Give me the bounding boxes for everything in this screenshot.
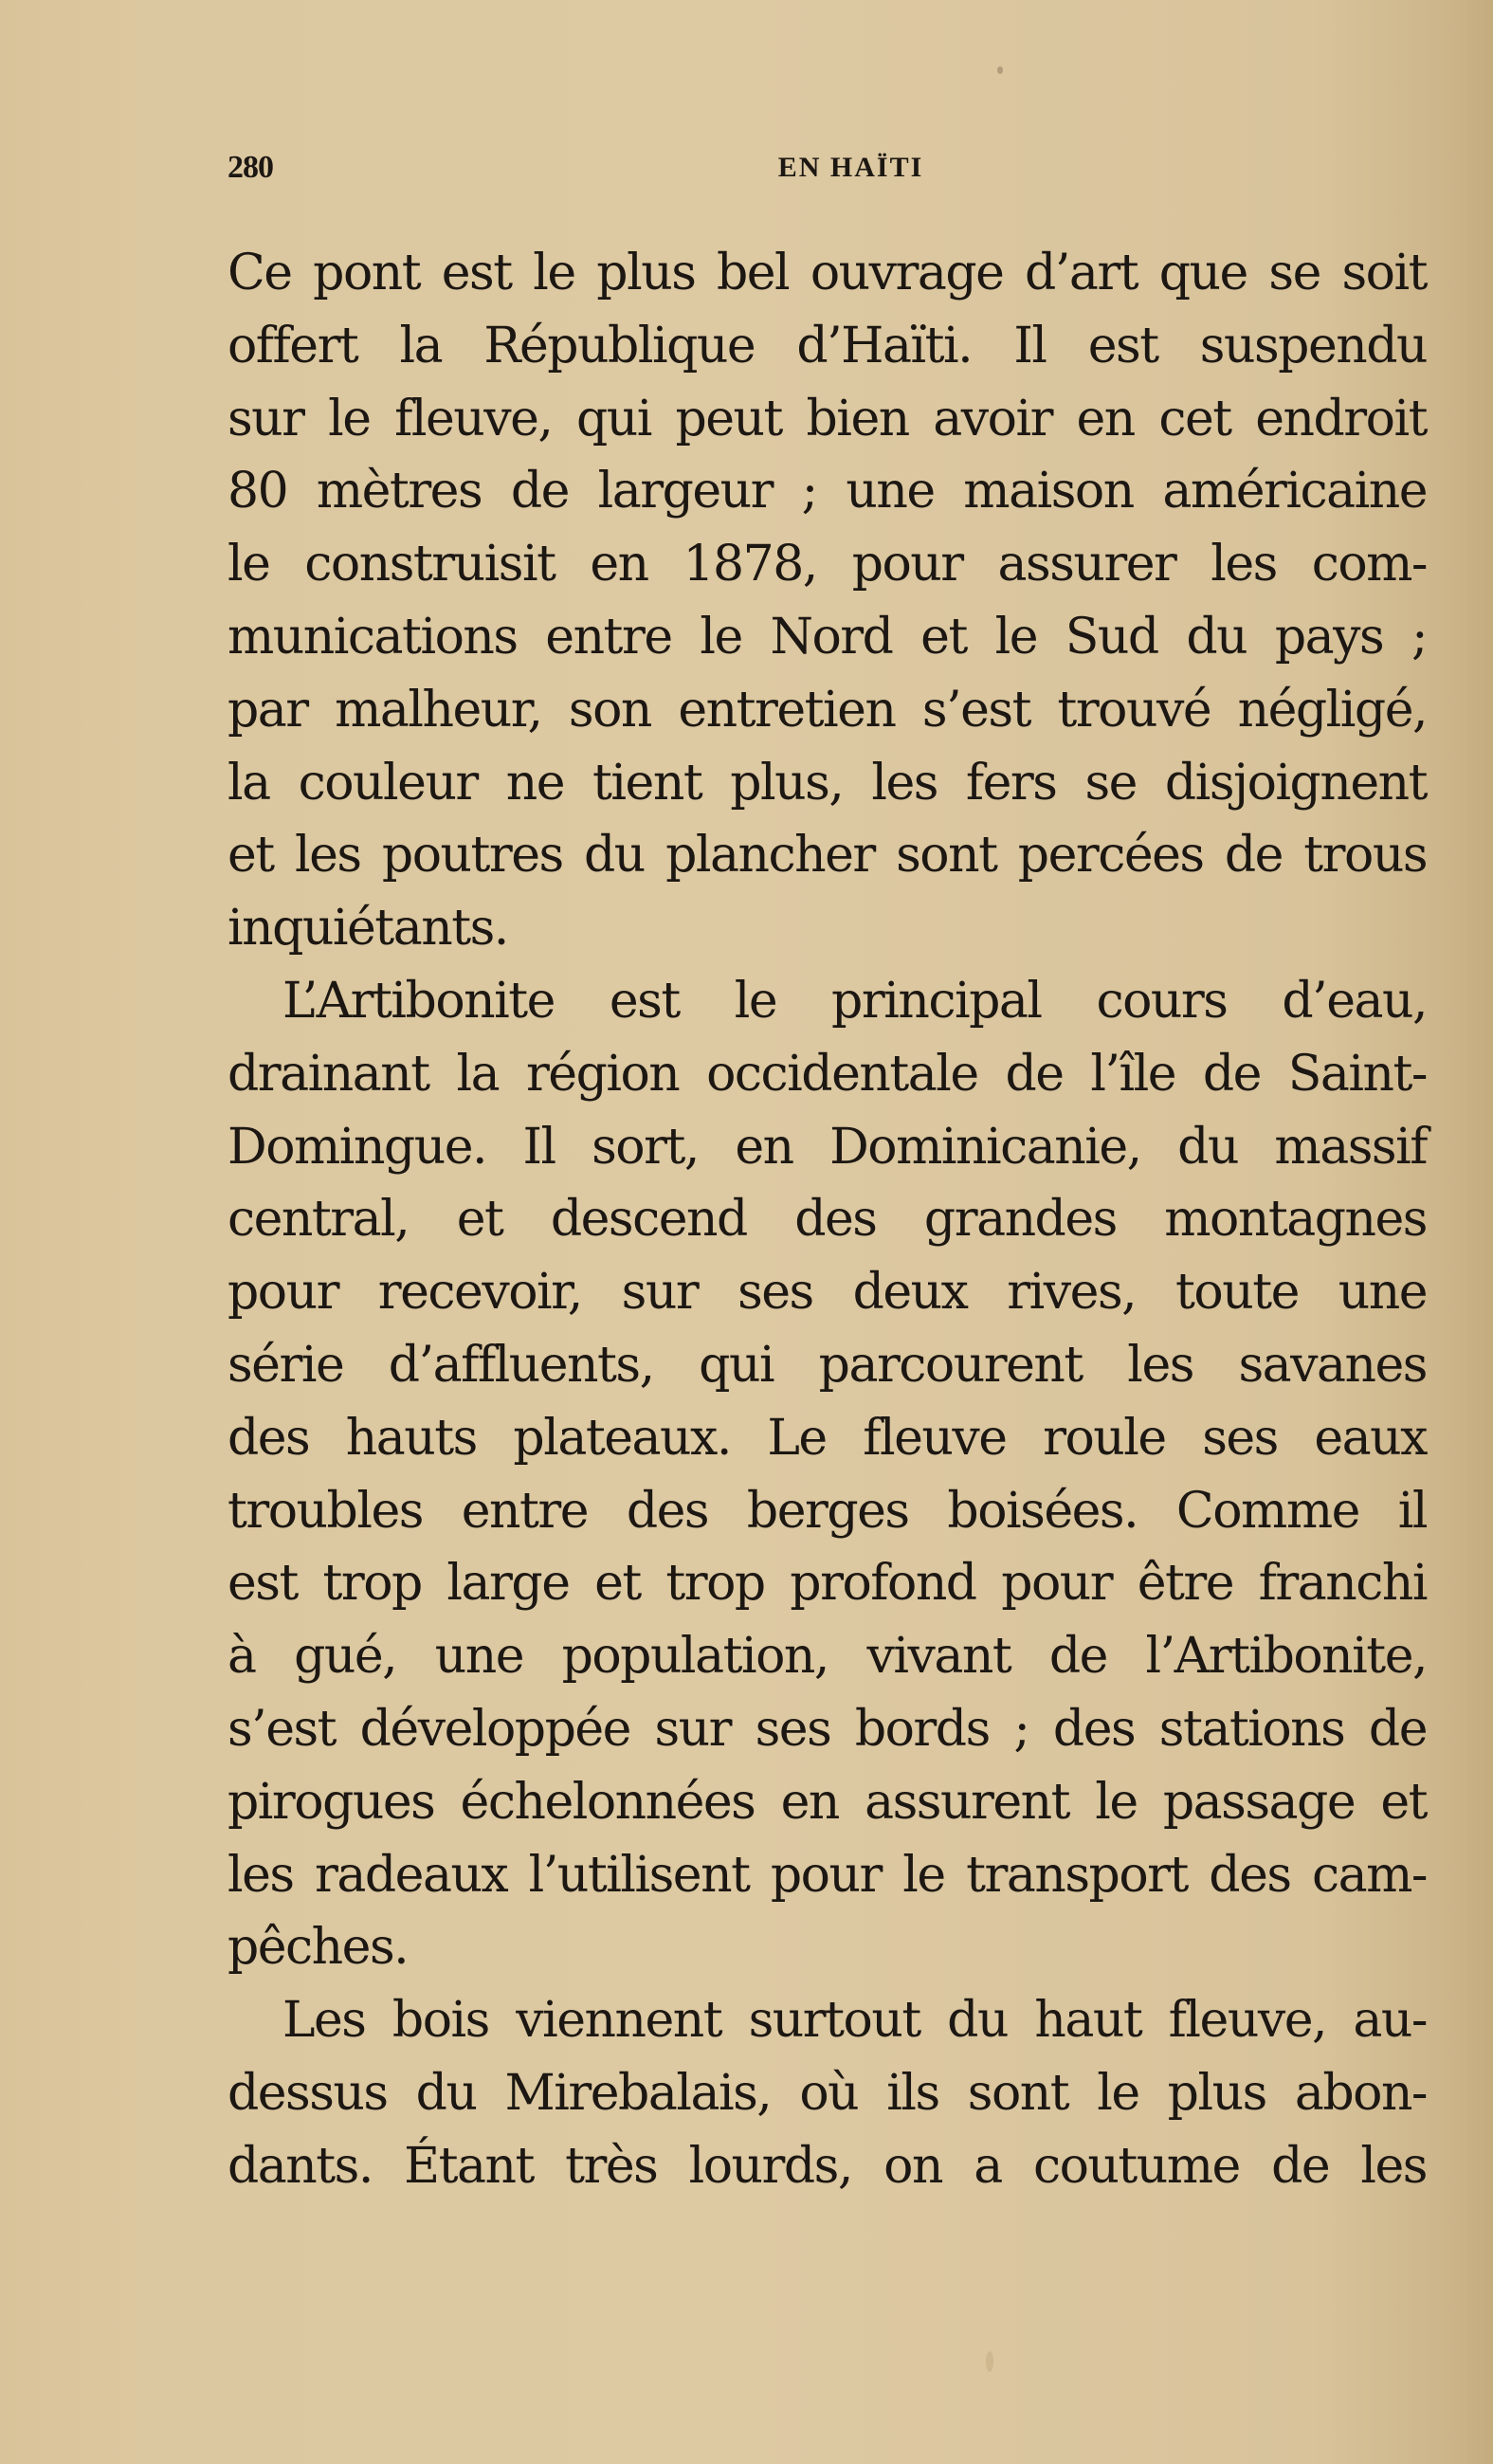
text-line: et les poutres du plancher sont percées de trous <box>228 827 1427 885</box>
paragraph-2 <box>228 965 1427 1984</box>
text-line: 80 mètres de largeur ; une maison américaine <box>228 463 1427 520</box>
text-line: des hauts plateaux. Le fleuve roule ses eaux <box>228 1409 1427 1467</box>
paragraph-1 <box>228 237 1427 965</box>
text-line: Les bois viennent surtout du haut fleuve, au- <box>282 1992 1427 2050</box>
text-line: est trop large et trop profond pour être franchi <box>228 1555 1427 1613</box>
text-line: pirogues échelonnées en assurent le passage et <box>228 1773 1427 1831</box>
text-line: L’Artibonite est le principal cours d’eau, <box>282 972 1427 1030</box>
text-line: la couleur ne tient plus, les fers se disjoignent <box>228 754 1427 812</box>
text-line: dessus du Mirebalais, où ils sont le plus abon- <box>228 2064 1427 2122</box>
text-line: Ce pont est le plus bel ouvrage d’art que se soit <box>228 245 1427 301</box>
paragraph-3 <box>228 1984 1427 2202</box>
page-header <box>228 150 1427 197</box>
running-title: EN HAÏTI <box>777 152 924 183</box>
text-line: offert la République d’Haïti. Il est suspendu <box>228 317 1427 374</box>
text-line: inquiétants. <box>228 900 508 958</box>
text-line: à gué, une population, vivant de l’Artibonite, <box>228 1628 1427 1686</box>
text-line: sur le fleuve, qui peut bien avoir en cet endroit <box>228 390 1427 447</box>
text-line: drainant la région occidentale de l’île de Saint- <box>228 1045 1427 1103</box>
paper-stain <box>997 66 1003 74</box>
text-line: central, et descend des grandes montagnes <box>228 1191 1427 1249</box>
text-line: série d’affluents, qui parcourent les savanes <box>228 1336 1427 1394</box>
page-number: 280 <box>228 150 273 185</box>
text-line: dants. Étant très lourds, on a coutume de les <box>228 2137 1427 2195</box>
text-line: troubles entre des berges boisées. Comme il <box>228 1482 1427 1540</box>
body-text <box>228 237 1427 2203</box>
text-line: le construisit en 1878, pour assurer les com- <box>228 536 1427 593</box>
text-line: pêches. <box>228 1919 409 1977</box>
text-line: munications entre le Nord et le Sud du pays ; <box>228 608 1427 666</box>
text-line: Domingue. Il sort, en Dominicanie, du massif <box>228 1118 1427 1176</box>
text-line: les radeaux l’utilisent pour le transport des cam- <box>228 1846 1427 1904</box>
text-line: pour recevoir, sur ses deux rives, toute une <box>228 1264 1427 1322</box>
paper-stain <box>986 2351 993 2372</box>
text-line: par malheur, son entretien s’est trouvé négligé, <box>228 681 1427 739</box>
text-line: s’est développée sur ses bords ; des stations de <box>228 1700 1427 1758</box>
